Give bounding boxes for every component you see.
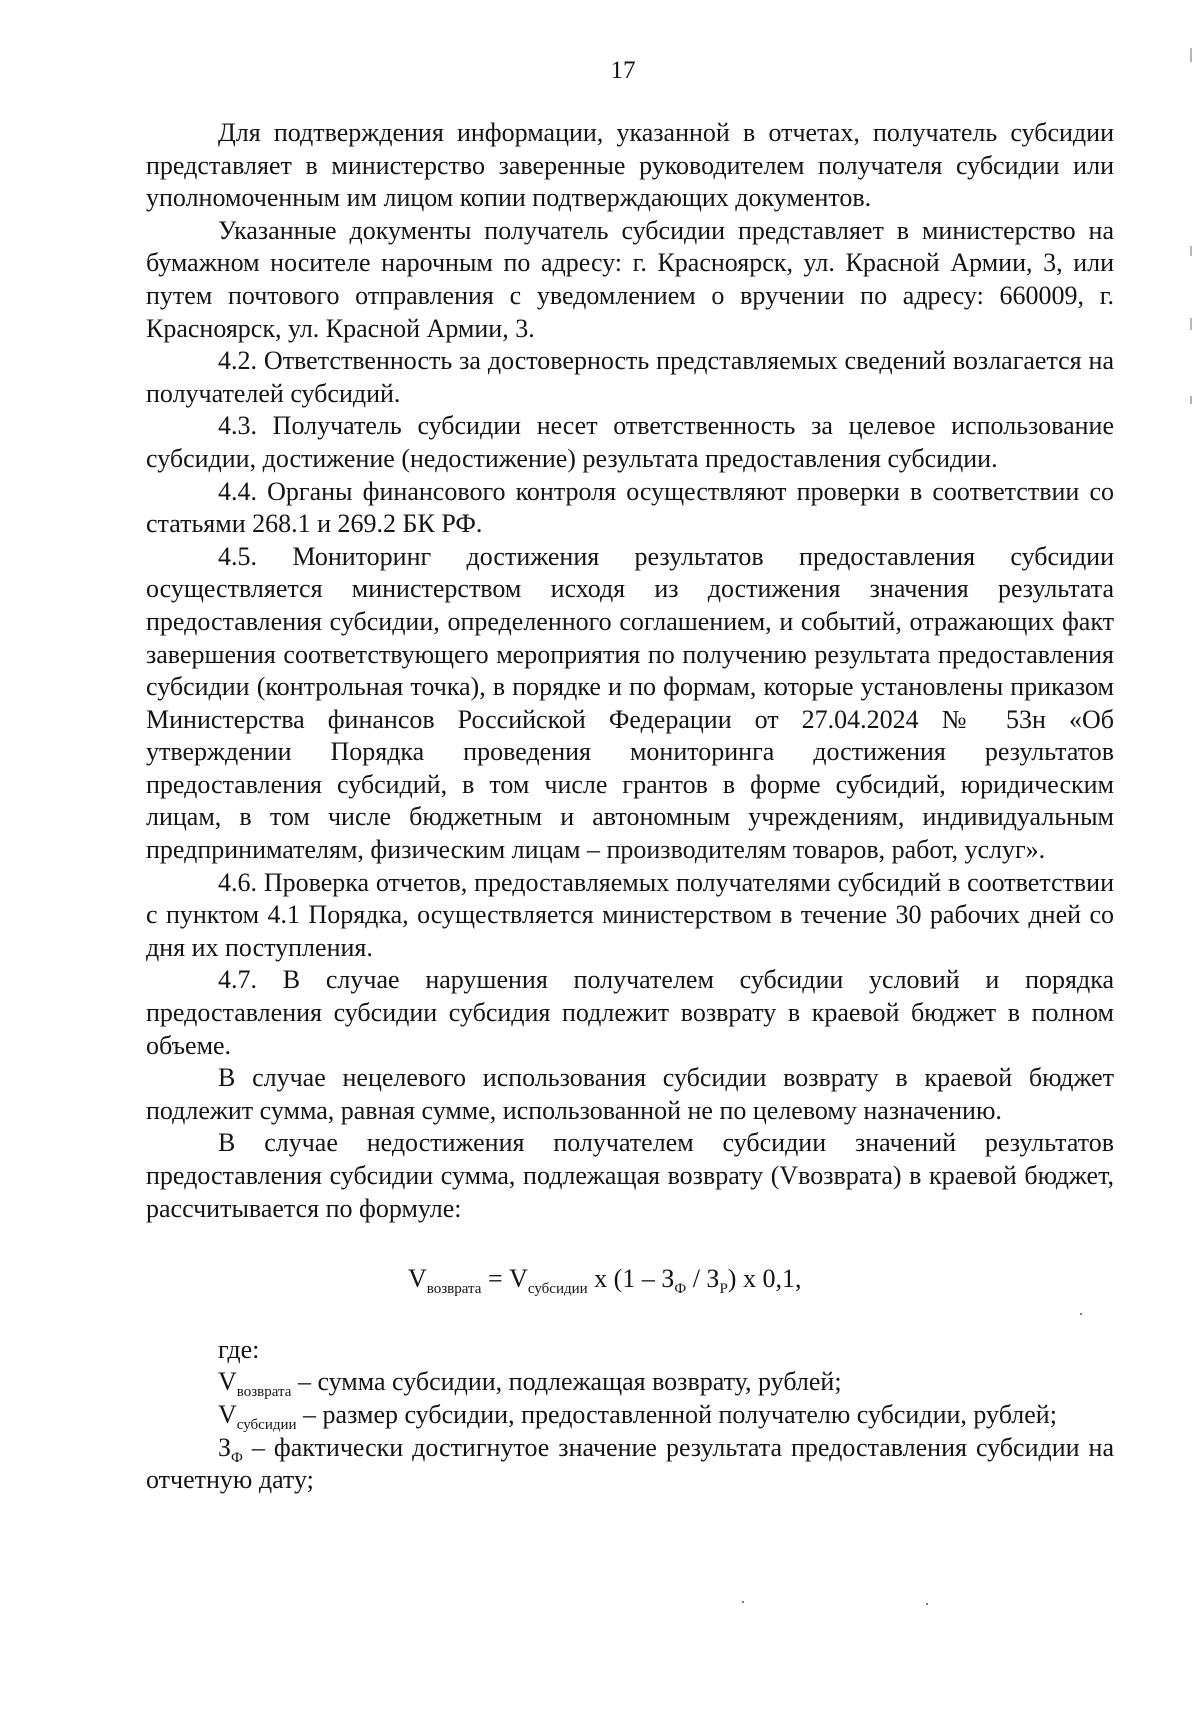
scan-edge-mark	[1190, 246, 1192, 256]
formula-middle: x (1 – З	[587, 1264, 675, 1294]
paragraph-misuse-return: В случае нецелевого использования субсидии возврату в краевой бюджет подлежит сумма, равная сумме, использованной не по целевому назначению.	[146, 1063, 1114, 1125]
scan-speck	[1080, 1313, 1082, 1315]
definition-subscript: Ф	[231, 1449, 243, 1466]
page-number: 17	[610, 57, 636, 84]
paragraph-4-2: 4.2. Ответственность за достоверность представляемых сведений возлагается на получателей субсидий.	[146, 346, 1114, 408]
formula-v-return-subscript: возврата	[426, 1281, 482, 1298]
definition-symbol: V	[218, 1367, 237, 1397]
document-body	[146, 117, 1114, 1497]
formula-tail: ) x 0,1,	[727, 1264, 802, 1294]
where-label: где:	[218, 1334, 260, 1364]
definition-subscript: субсидии	[236, 1416, 297, 1433]
formula-slash: / З	[686, 1264, 720, 1294]
paragraph-4-4: 4.4. Органы финансового контроля осуществляют проверки в соответствии со статьями 268.1 и 269.2 БК РФ.	[146, 476, 1114, 539]
paragraph-document-delivery: Указанные документы получатель субсидии представляет в министерство на бумажном носителе нарочным по адресу: г. Красноярск, ул. Красной Армии, 3, или путем почтового отправления с уведомлением о вручении по адресу: 660009, г. Красноярск, ул. Красной Армии, 3.	[146, 215, 1114, 343]
definition-v-subsidy	[146, 1399, 1114, 1432]
return-amount-formula	[146, 1263, 1114, 1296]
definition-z-fact	[146, 1432, 1114, 1497]
paragraph-4-5: 4.5. Мониторинг достижения результатов предоставления субсидии осуществляется министерством исходя из достижения значения результата предоставления субсидии, определенного соглашением, и событий, отражающих факт завершения соответствующего мероприятия по получению результата предоставления субсидии (контрольная точка), в порядке и по формам, которые установлены приказом Министерства финансов Российской Федерации от 27.04.2024 № 53н «Об утверждении Порядка проведения мониторинга достижения результатов предоставления субсидий, в том числе грантов в форме субсидий, юридическим лицам, в том числе бюджетным и автономным учреждениям, индивидуальным предпринимателям, физическим лицам – производителям товаров, работ, услуг».	[146, 541, 1114, 865]
paragraph-4-3: 4.3. Получатель субсидии несет ответственность за целевое использование субсидии, достижение (недостижение) результата предоставления субсидии.	[146, 411, 1114, 473]
scan-edge-mark	[1190, 396, 1192, 404]
definition-v-return	[146, 1366, 1114, 1399]
scan-speck	[926, 1603, 928, 1605]
paragraph-formula-intro: В случае недостижения получателем субсидии значений результатов предоставления субсидии сумма, подлежащая возврату (Vвозврата) в краевой бюджет, рассчитывается по формуле:	[146, 1128, 1114, 1223]
formula-v-symbol: V	[509, 1264, 528, 1294]
scan-edge-mark	[1190, 48, 1192, 62]
scan-speck	[742, 1601, 744, 1603]
definition-symbol: З	[218, 1432, 232, 1462]
definition-symbol: V	[218, 1399, 237, 1429]
formula-v-symbol: V	[408, 1264, 427, 1294]
definition-text: – размер субсидии, предоставленной получателю субсидии, рублей;	[296, 1399, 1057, 1429]
formula-z-fact-subscript: Ф	[674, 1281, 687, 1298]
definition-text: – фактически достигнутое значение результата предоставления субсидии на отчетную дату;	[146, 1432, 1114, 1495]
definition-subscript: возврата	[236, 1384, 292, 1401]
formula-equals: =	[481, 1264, 510, 1294]
formula-z-plan-subscript: Р	[719, 1281, 728, 1298]
formula-v-subsidy-subscript: субсидии	[527, 1281, 588, 1298]
paragraph-report-confirmation: Для подтверждения информации, указанной в отчетах, получатель субсидии представляет в министерство заверенные руководителем получателя субсидии или уполномоченным им лицом копии подтверждающих документов.	[146, 118, 1114, 213]
paragraph-4-6: 4.6. Проверка отчетов, предоставляемых получателями субсидий в соответствии с пунктом 4.1 Порядка, осуществляется министерством в течение 30 рабочих дней со дня их поступления.	[146, 867, 1114, 962]
paragraph-4-7: 4.7. В случае нарушения получателем субсидии условий и порядка предоставления субсидии субсидия подлежит возврату в краевой бюджет в полном объеме.	[146, 965, 1114, 1060]
scan-edge-mark	[1190, 318, 1192, 330]
definition-text: – сумма субсидии, подлежащая возврату, рублей;	[291, 1367, 842, 1397]
